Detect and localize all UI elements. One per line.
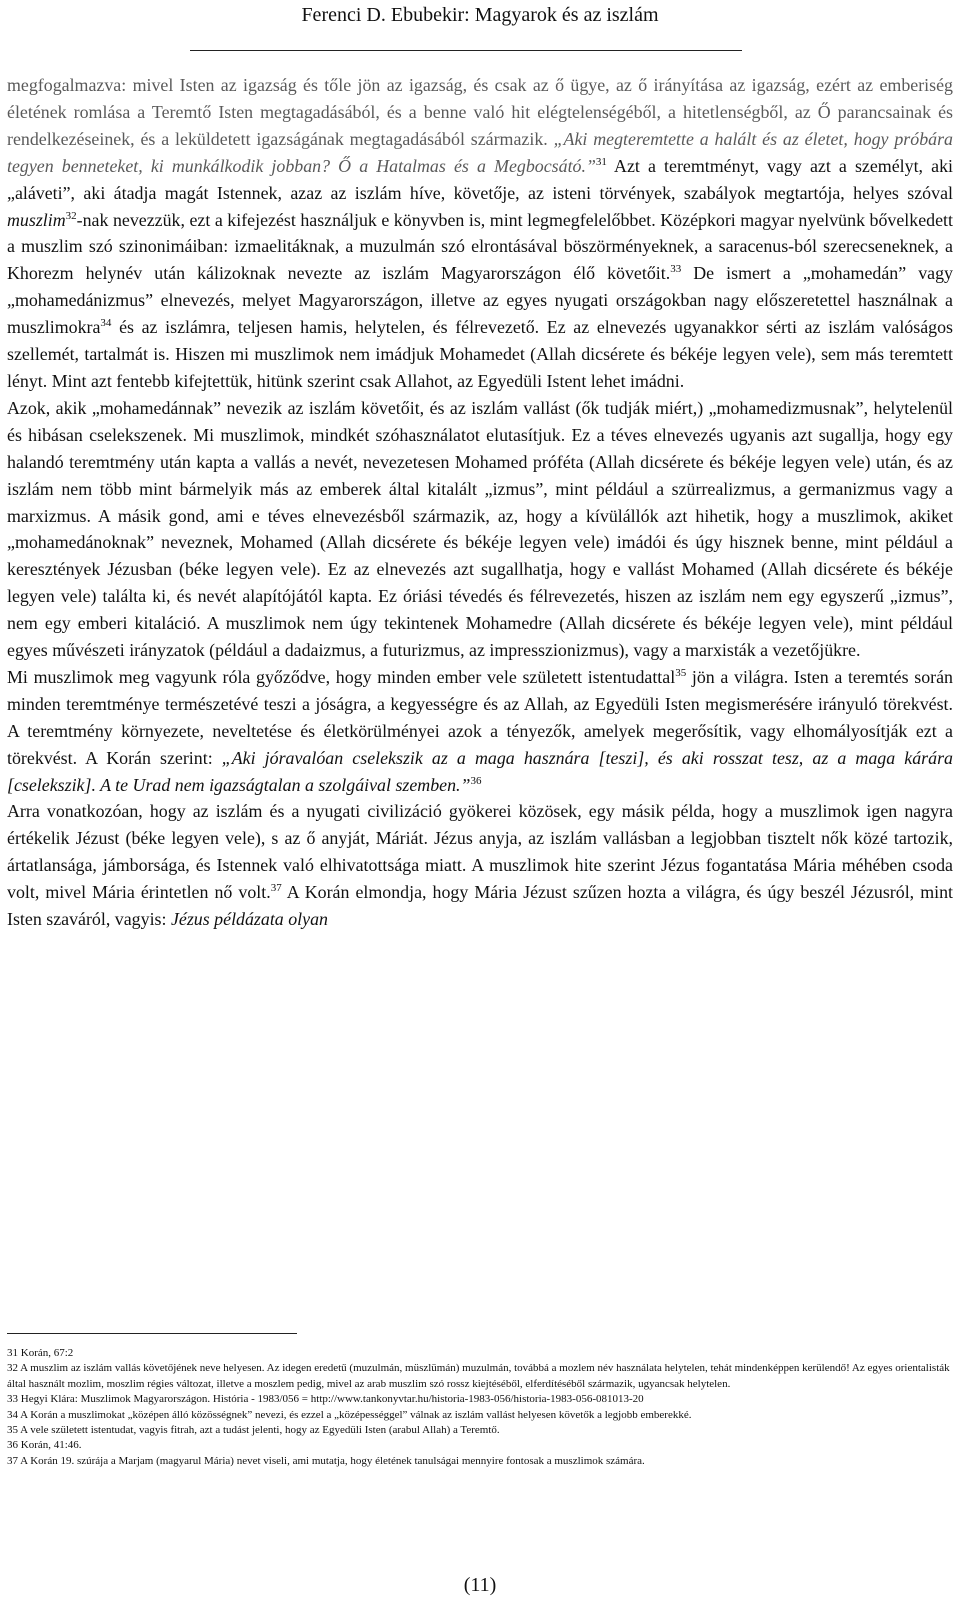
koran-quote: Jézus példázata olyan: [170, 909, 328, 930]
footnote-33: 33 Hegyi Klára: Muszlimok Magyarországon. História - 1983/056 = http://www.tankonyvtar.hu/historia-1983-056/historia-1983-056-081013-20: [7, 1393, 644, 1406]
footnote-32: 32 A muszlim az iszlám vallás követőjének neve helyesen. Az idegen eredetű (muzulmán, müszlümán) muzulmán, továbbá a mozlem név használata helytelen, tehát mindenképpen kerülendő! Az egyes orientalisták által használt mozlim, moszlim régies változat, illetve a moszlem pedig, mivel az arab muszlim szó rossz kiejtéséből, elferdítéséből származik, ugyancsak helytelen.: [7, 1362, 950, 1390]
koran-quote: „Aki jóravalóan cselekszik az a maga hasznára [teszi], és aki rosszat tesz, az a maga kárára [cselekszik]. A te Urad nem igazságtalan a szolgáival szemben.”: [7, 747, 953, 795]
footnote-34: 34 A Korán a muszlimokat „középen álló közösségnek” nevezi, és ezzel a „középességgel” válnak az iszlám vallást helyesen követők a legjobb emberekké.: [7, 1408, 692, 1421]
paragraph-2: Azok, akik „mohamedánnak” nevezik az iszlám követőit, és az iszlám vallást (ők tudják miért,) „mohamedizmusnak”, helytelenül és hibásan cselekszenek. Mi muszlimok, mindkét szóhasználatot elutasítjuk. Ez a téves elnevezés ugyanis azt sugallja, hogy egy halandó teremtmény után kapta a vallás a nevét, nevezetesen Mohamed próféta (Allah dicsérete és békéje legyen vele) után, és az iszlám nem több mint bármelyik más az emberek által kitalált „izmus”, mint például a szürrealizmus, a germanizmus vagy a marxizmus. A másik gond, ami e téves elnevezésből származik, az, hogy a kívülállók azt hihetik, hogy a muszlimok, akiket „mohamedánoknak” neveznek, Mohamed (Allah dicsérete és békéje legyen vele) imádói és úgy hisznek benne, mint például a keresztények Jézusban (béke legyen vele). Ez az elnevezés azt sugallhatja, hogy e vallást Mohamed (Allah dicsérete és békéje legyen vele) találta ki, és nevét alapítójától kapta. Ez óriási tévedés és félrevezetés, hiszen az iszlám nem egy egyszerű „izmus”, nem egy emberi kitaláció. A muszlimok nem úgy tekintenek Mohamedre (Allah dicsérete és békéje legyen vele), mint például egyes művészeti irányzatok (például a dadaizmus, a futurizmus, az impresszionizmus), vagy a marxisták a vezetőjükre.: [7, 397, 953, 661]
text-segment: megfogalmazva: mivel Isten az igazság és tőle jön az igazság, és csak az ő ügye, az ő irányítása az igazság, ezért az emberiség életének romlása a Teremtő Isten megtagadásából, és a benne való hit elégtelenségéből, a hitetlenségből, az Ő parancsainak és rendelkezéseinek, és a leküldetett igazságának megtagadásából származik.: [7, 75, 953, 149]
text-segment: De ismert a „mohamedán” vagy „mohamedánizmus” elnevezés, melyet Magyarországon, illetve az egyes nyugati országokban nagy előszeretettel használnak a muszlimokra: [7, 263, 953, 338]
text-segment: A Korán elmondja, hogy Mária Jézust szűzen hozta a világra, és úgy beszél Jézusról, mint Isten szaváról, vagyis:: [7, 882, 953, 930]
text-segment: -nak nevezzük, ezt a kifejezést használjuk e könyvben is, mint legmegfelelőbbet. Középkori magyar nyelvünk bővelkedett a muszlim szó szinonimáiban: izmaelitáknak, a muzulmán szó elrontásával böszörményeknek, a saracenus-ból szerecseneknek, a Khorezm helynév után kálizoknak nevezte az iszlám Magyarországon élő követőit.: [7, 209, 953, 284]
text-segment: Arra vonatkozóan, hogy az iszlám és a nyugati civilizáció gyökerei közösek, egy másik példa, hogy a muszlimok igen nagyra értékelik Jézust (béke legyen vele), s az ő anyját, Máriát. Jézus anyja, az iszlám vallásban a legjobban tisztelt nők közé tartozik, ártatlansága, jámborsága, és Istennek való elhivatottsága miatt. A muszlimok hite szerint Jézus fogantatása Mária méhében csoda volt, mivel Mária érintetlen nő volt.: [7, 801, 953, 903]
footnote-ref-35: 35: [675, 666, 687, 679]
footnote-ref-32: 32: [65, 209, 77, 222]
paragraph-1: [7, 72, 953, 395]
footnote-31: 31 Korán, 67:2: [7, 1347, 74, 1359]
body-text: [7, 72, 953, 933]
paragraph-3: [7, 664, 953, 799]
running-header: Ferenci D. Ebubekir: Magyarok és az iszlám: [301, 4, 659, 26]
text-segment: jön a világra. Isten a teremtés során minden teremtménye természetévé teszi a jóságra, a kegyességre és az Allah, az Egyedüli Isten megismerésére irányuló törekvést. A teremtmény környezete, neveltetése és életkörülményei azok a tényezők, amelyek megerősítik, vagy elhomályosítják ezt a törekvést. A Korán szerint:: [7, 666, 953, 768]
paragraph-4: [7, 798, 953, 933]
footnote-ref-31: 31: [595, 155, 607, 168]
footnote-36: 36 Korán, 41:46.: [7, 1439, 82, 1452]
footnote-ref-37: 37: [270, 882, 282, 895]
footnote-ref-34: 34: [100, 317, 112, 330]
text-segment: Mi muszlimok meg vagyunk róla győződve, hogy minden ember vele született istentudattal: [7, 666, 676, 687]
term-muszlim: muszlim: [7, 209, 66, 230]
footnote-ref-36: 36: [470, 774, 482, 787]
text-segment: és az iszlámra, teljesen hamis, helytelen, és félrevezető. Ez az elnevezés ugyanakkor sérti az iszlám valóságos szellemét, tartalmát is. Hiszen mi muszlimok nem imádjuk Mohamedet (Allah dicsérete és békéje legyen vele), sem más teremtett lényt. Mint azt fentebb kifejtettük, hitünk szerint csak Allahot, az Egyedüli Istent lehet imádni.: [7, 317, 953, 391]
footnote-rule: [7, 1333, 297, 1334]
text-segment: Azt a teremtményt, vagy azt a személyt, aki „aláveti”, aki átadja magát Istennek, azaz az iszlám híve, követője, az isteni törvények, szabályok megtartója, helyes szóval: [7, 155, 953, 203]
footnotes: [7, 1346, 953, 1469]
footnote-37: 37 A Korán 19. szúrája a Marjam (magyarul Mária) nevet viseli, ami mutatja, hogy életének tanulságai mennyire fontosak a muszlimok számára.: [7, 1454, 645, 1467]
header-rule: [190, 50, 742, 51]
footnote-ref-33: 33: [670, 263, 682, 276]
koran-quote: „Aki megteremtette a halált és az életet, hogy próbára tegyen benneteket, ki munkálkodik jobban? Ő a Hatalmas és a Megbocsátó.”: [7, 128, 953, 176]
page-number: (11): [463, 1574, 497, 1596]
footnote-35: 35 A vele született istentudat, vagyis fitrah, azt a tudást jelenti, hogy az Egyedüli Isten (arabul Allah) a Teremtő.: [7, 1424, 500, 1437]
